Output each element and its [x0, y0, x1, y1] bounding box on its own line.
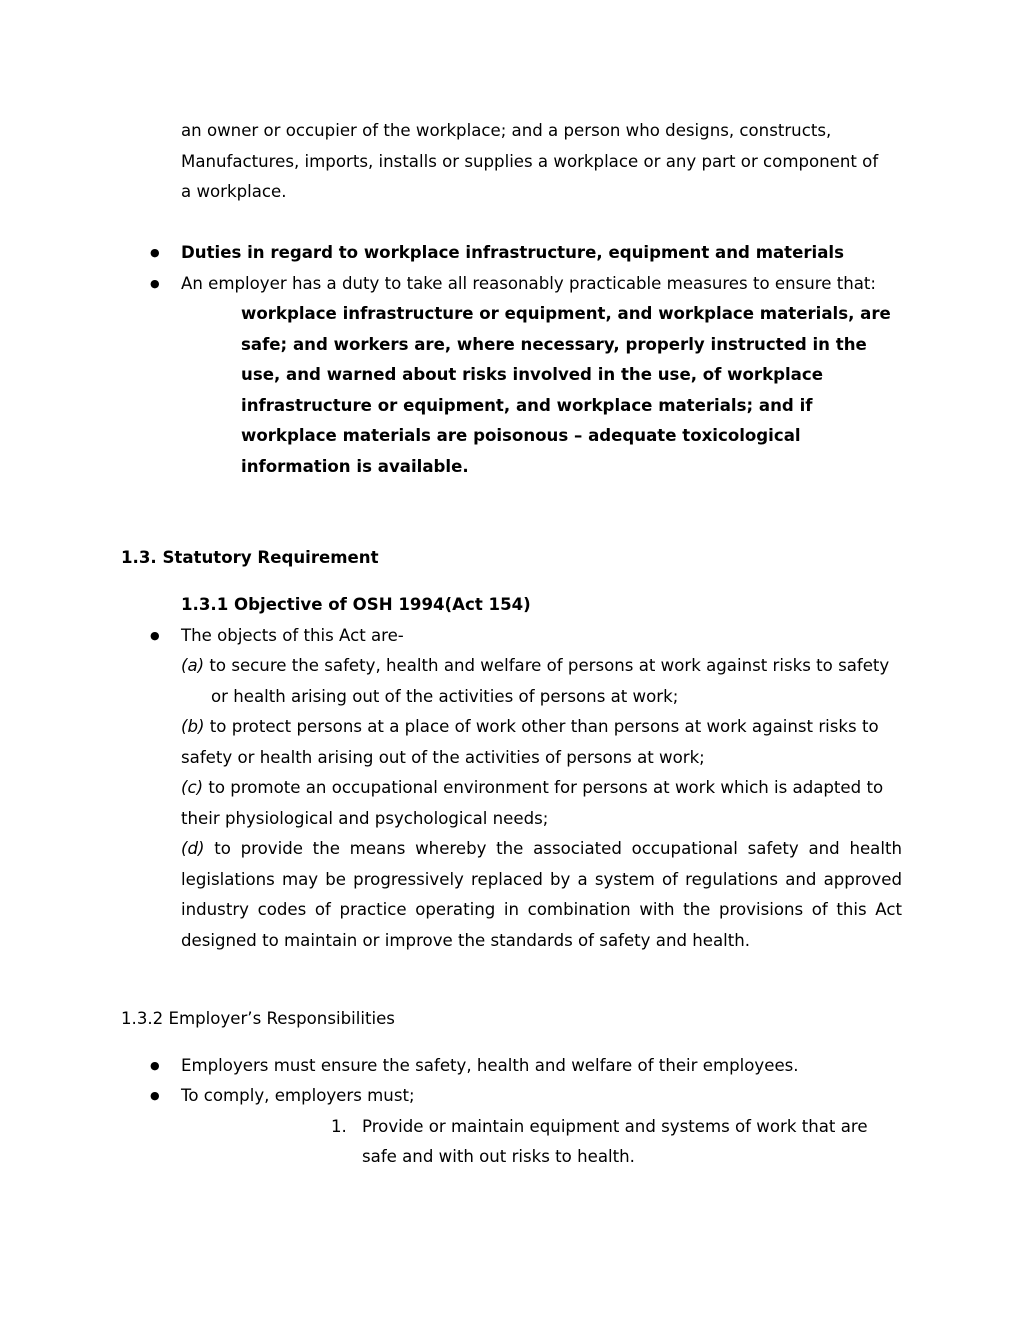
bullet-icon: ● — [150, 629, 160, 642]
object-b-line-1 — [181, 717, 879, 737]
object-b-label: (b) — [181, 717, 205, 736]
bullet-icon: ● — [150, 1059, 160, 1072]
object-c-line-2: their physiological and psychological needs; — [181, 809, 549, 828]
intro-line-1: an owner or occupier of the workplace; and a person who designs, constructs, — [181, 121, 832, 140]
numbered-item-1-line-1: Provide or maintain equipment and systems of work that are — [362, 1117, 868, 1136]
object-d-line-2: legislations may be progressively replaced by a system of regulations and approved — [181, 870, 902, 889]
numbered-item-1-line-2: safe and with out risks to health. — [362, 1147, 635, 1166]
duty-block-line-4: infrastructure or equipment, and workplace materials; and if — [241, 396, 813, 415]
object-c-line-1 — [181, 778, 883, 798]
object-a-label: (a) — [181, 656, 205, 675]
bullet-icon: ● — [150, 277, 160, 290]
object-a-line-1 — [181, 656, 889, 676]
object-d-line-3: industry codes of practice operating in combination with the provisions of this Act — [181, 900, 902, 919]
object-a-text: to secure the safety, health and welfare of persons at work against risks to safety — [204, 656, 890, 675]
responsibility-bullet-2: To comply, employers must; — [181, 1086, 415, 1105]
bullet-icon: ● — [150, 1089, 160, 1102]
object-b-line-2: safety or health arising out of the activities of persons at work; — [181, 748, 705, 767]
object-d-line-4: designed to maintain or improve the standards of safety and health. — [181, 931, 751, 950]
duties-heading: Duties in regard to workplace infrastructure, equipment and materials — [181, 243, 844, 262]
objects-intro: The objects of this Act are- — [181, 626, 404, 645]
subsection-heading-1-3-2: 1.3.2 Employer’s Responsibilities — [121, 1009, 395, 1028]
object-c-text: to promote an occupational environment for persons at work which is adapted to — [203, 778, 884, 797]
numbered-item-1-number: 1. — [331, 1117, 347, 1136]
duty-block-line-1: workplace infrastructure or equipment, and workplace materials, are — [241, 304, 891, 323]
subsection-heading-1-3-1: 1.3.1 Objective of OSH 1994(Act 154) — [181, 595, 531, 614]
object-c-label: (c) — [181, 778, 204, 797]
employer-duty-text: An employer has a duty to take all reasonably practicable measures to ensure that: — [181, 274, 876, 293]
object-b-text: to protect persons at a place of work other than persons at work against risks to — [204, 717, 879, 736]
object-d-label: (d) — [181, 839, 205, 858]
intro-line-3: a workplace. — [181, 182, 287, 201]
intro-line-2: Manufactures, imports, installs or supplies a workplace or any part or component of — [181, 152, 879, 171]
duty-block-line-5: workplace materials are poisonous – adequate toxicological — [241, 426, 801, 445]
responsibility-bullet-1: Employers must ensure the safety, health and welfare of their employees. — [181, 1056, 799, 1075]
object-a-line-2: or health arising out of the activities of persons at work; — [211, 687, 679, 706]
bullet-icon: ● — [150, 246, 160, 259]
duty-block-line-6: information is available. — [241, 457, 469, 476]
object-d-line-1 — [181, 839, 902, 859]
duty-block-line-2: safe; and workers are, where necessary, properly instructed in the — [241, 335, 867, 354]
duty-block-line-3: use, and warned about risks involved in the use, of workplace — [241, 365, 823, 384]
section-heading-1-3: 1.3. Statutory Requirement — [121, 548, 379, 567]
object-d-text: to provide the means whereby the associated occupational safety and health — [204, 839, 902, 858]
